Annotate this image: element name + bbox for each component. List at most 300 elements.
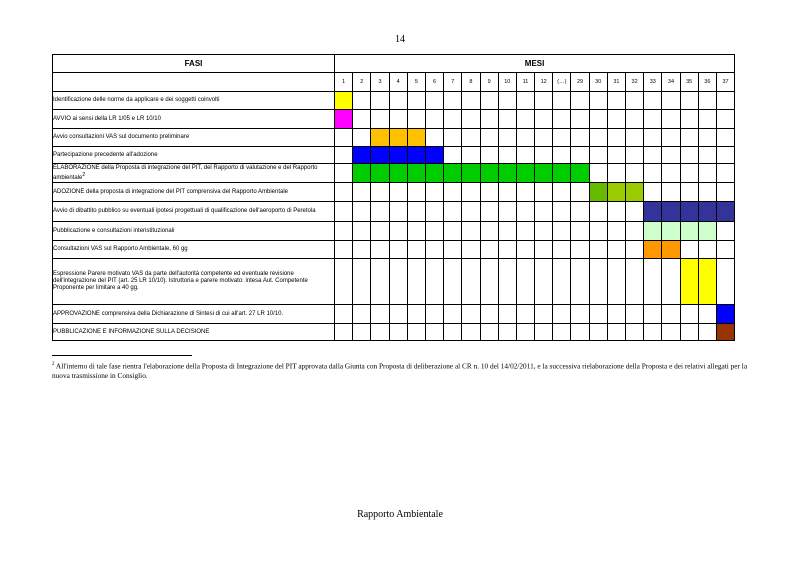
timeline-cell <box>462 129 480 147</box>
timeline-cell <box>662 183 680 202</box>
timeline-cell <box>553 129 571 147</box>
timeline-cell <box>444 110 462 129</box>
timeline-cell <box>626 202 644 222</box>
timeline-cell <box>571 259 589 305</box>
timeline-cell-filled <box>644 202 662 222</box>
timeline-cell <box>662 110 680 129</box>
timeline-cell <box>553 147 571 164</box>
month-number: 7 <box>444 73 462 92</box>
timeline-cell <box>553 305 571 324</box>
timeline-cell <box>425 259 443 305</box>
table-row <box>53 241 735 259</box>
timeline-cell-filled <box>425 147 443 164</box>
timeline-cell-filled <box>389 147 407 164</box>
timeline-cell <box>425 183 443 202</box>
timeline-cell <box>535 305 553 324</box>
timeline-cell <box>535 241 553 259</box>
timeline-cell <box>698 324 716 341</box>
timeline-cell <box>371 110 389 129</box>
timeline-cell <box>389 222 407 241</box>
phase-label: APPROVAZIONE comprensiva della Dichiarazione di Sintesi di cui all'art. 27 LR 10/10. <box>53 310 284 317</box>
timeline-cell <box>462 183 480 202</box>
timeline-cell <box>680 110 698 129</box>
timeline-cell <box>462 241 480 259</box>
phase-cell <box>53 305 335 324</box>
timeline-cell <box>353 202 371 222</box>
header-phases: FASI <box>53 55 335 73</box>
timeline-cell-filled <box>389 129 407 147</box>
timeline-cell <box>607 92 625 110</box>
timeline-cell <box>407 305 425 324</box>
timeline-cell <box>425 324 443 341</box>
timeline-cell <box>444 183 462 202</box>
timeline-cell <box>535 129 553 147</box>
timeline-cell <box>425 129 443 147</box>
timeline-cell <box>680 183 698 202</box>
timeline-cell <box>389 183 407 202</box>
timeline-cell <box>680 92 698 110</box>
timeline-cell-filled <box>371 147 389 164</box>
timeline-cell <box>626 324 644 341</box>
timeline-cell <box>644 324 662 341</box>
timeline-cell <box>571 183 589 202</box>
timeline-cell <box>407 324 425 341</box>
timeline-cell <box>607 202 625 222</box>
timeline-cell <box>425 202 443 222</box>
timeline-cell-filled <box>698 202 716 222</box>
table-row <box>53 92 735 110</box>
table-row <box>53 324 735 341</box>
timeline-cell <box>589 202 607 222</box>
timeline-cell <box>498 259 516 305</box>
timeline-cell <box>571 110 589 129</box>
month-number: 29 <box>571 73 589 92</box>
timeline-cell <box>498 92 516 110</box>
phase-label: PUBBLICAZIONE E INFORMAZIONE SULLA DECISIONE <box>53 328 210 335</box>
phase-label: ADOZIONE della proposta di integrazione del PIT comprensiva del Rapporto Ambientale <box>53 188 289 195</box>
timeline-cell <box>680 147 698 164</box>
timeline-cell <box>571 147 589 164</box>
timeline-cell <box>662 92 680 110</box>
timeline-cell <box>571 324 589 341</box>
timeline-cell <box>407 241 425 259</box>
month-number: 5 <box>407 73 425 92</box>
timeline-cell-filled <box>553 164 571 183</box>
timeline-cell <box>389 110 407 129</box>
timeline-cell <box>553 183 571 202</box>
timeline-cell-filled <box>662 241 680 259</box>
timeline-cell <box>462 110 480 129</box>
timeline-cell <box>462 147 480 164</box>
timeline-cell <box>680 324 698 341</box>
table-row <box>53 305 735 324</box>
timeline-cell-filled <box>535 164 553 183</box>
timeline-cell <box>571 305 589 324</box>
table-row <box>53 110 735 129</box>
month-number: 33 <box>644 73 662 92</box>
timeline-cell <box>716 222 734 241</box>
timeline-cell <box>335 183 353 202</box>
phase-label: Consultazioni VAS sul Rapporto Ambientale, 60 gg <box>53 246 188 252</box>
timeline-cell-filled <box>462 164 480 183</box>
page-number: 14 <box>395 34 405 45</box>
timeline-cell <box>680 305 698 324</box>
header-months: MESI <box>335 55 735 73</box>
timeline-cell <box>607 241 625 259</box>
timeline-cell <box>480 222 498 241</box>
timeline-cell <box>335 324 353 341</box>
timeline-cell-filled <box>716 324 734 341</box>
timeline-cell <box>716 164 734 183</box>
footnote-reference: 2 <box>82 171 86 178</box>
phase-label: AVVIO ai sensi della LR 1/05 e LR 10/10 <box>53 115 161 122</box>
timeline-cell-filled <box>480 164 498 183</box>
timeline-cell <box>626 129 644 147</box>
timeline-cell <box>644 259 662 305</box>
header-row <box>53 55 735 73</box>
timeline-cell <box>353 110 371 129</box>
timeline-cell <box>335 305 353 324</box>
timeline-cell-filled <box>389 164 407 183</box>
timeline-cell <box>516 241 534 259</box>
timeline-cell <box>353 324 371 341</box>
timeline-cell <box>353 305 371 324</box>
month-number: 11 <box>516 73 534 92</box>
table-row <box>53 147 735 164</box>
timeline-cell <box>444 222 462 241</box>
timeline-cell-filled <box>589 183 607 202</box>
timeline-cell <box>480 259 498 305</box>
footnote-text: All'interno di tale fase rientra l'elaborazione della Proposta di Integrazione del PIT approvata dalla Giunta con Proposta di deliberazione al CR n. 10 del 14/02/2011, e la successiva rielaborazione della Proposta e dei relativi allegati per la nuova trasmissione in Consiglio. <box>52 361 748 381</box>
timeline-cell <box>389 92 407 110</box>
timeline-cell <box>462 324 480 341</box>
footnote-marker: 2 <box>52 362 55 367</box>
timeline-cell <box>498 241 516 259</box>
timeline-cell <box>589 129 607 147</box>
month-number: 10 <box>498 73 516 92</box>
timeline-cell <box>407 110 425 129</box>
page-footer: Rapporto Ambientale <box>357 509 443 520</box>
timeline-cell <box>589 241 607 259</box>
timeline-cell <box>626 164 644 183</box>
timeline-cell <box>425 305 443 324</box>
timeline-cell <box>644 164 662 183</box>
timeline-cell <box>516 202 534 222</box>
timeline-cell <box>480 241 498 259</box>
month-number: 32 <box>626 73 644 92</box>
timeline-cell <box>589 147 607 164</box>
timeline-cell-filled <box>626 183 644 202</box>
timeline-cell <box>662 324 680 341</box>
timeline-cell-filled <box>662 222 680 241</box>
timeline-cell <box>535 259 553 305</box>
timeline-cell <box>589 259 607 305</box>
timeline-cell <box>371 324 389 341</box>
timeline-cell-filled <box>716 202 734 222</box>
timeline-cell <box>716 110 734 129</box>
timeline-cell <box>553 202 571 222</box>
timeline-cell <box>535 202 553 222</box>
timeline-cell <box>716 147 734 164</box>
month-number: 12 <box>535 73 553 92</box>
timeline-cell <box>571 129 589 147</box>
timeline-cell <box>480 305 498 324</box>
timeline-cell <box>698 305 716 324</box>
timeline-cell <box>516 259 534 305</box>
timeline-cell <box>553 110 571 129</box>
timeline-cell <box>480 202 498 222</box>
timeline-cell <box>353 129 371 147</box>
timeline-cell <box>498 147 516 164</box>
timeline-cell <box>480 129 498 147</box>
timeline-cell <box>425 110 443 129</box>
timeline-cell <box>698 129 716 147</box>
timeline-cell-filled <box>644 222 662 241</box>
timeline-cell <box>626 222 644 241</box>
phase-cell <box>53 129 335 147</box>
timeline-cell <box>407 92 425 110</box>
timeline-cell <box>425 241 443 259</box>
timeline-cell <box>462 259 480 305</box>
month-number: (…) <box>553 73 571 92</box>
phase-cell <box>53 92 335 110</box>
footnote-separator <box>52 355 192 356</box>
timeline-cell <box>607 305 625 324</box>
timeline-cell <box>698 147 716 164</box>
timeline-cell-filled <box>644 241 662 259</box>
timeline-cell <box>535 222 553 241</box>
timeline-cell <box>371 241 389 259</box>
timeline-cell <box>607 129 625 147</box>
timeline-cell <box>444 305 462 324</box>
timeline-cell <box>644 183 662 202</box>
timeline-cell <box>535 183 553 202</box>
timeline-cell-filled <box>335 110 353 129</box>
phase-cell <box>53 222 335 241</box>
timeline-cell <box>389 324 407 341</box>
timeline-cell <box>353 241 371 259</box>
timeline-cell <box>371 92 389 110</box>
month-number: 8 <box>462 73 480 92</box>
timeline-cell-filled <box>353 147 371 164</box>
timeline-cell <box>371 305 389 324</box>
timeline-cell <box>553 324 571 341</box>
timeline-cell <box>353 259 371 305</box>
timeline-cell <box>626 110 644 129</box>
timeline-cell <box>498 305 516 324</box>
timeline-cell-filled <box>425 164 443 183</box>
timeline-cell <box>698 92 716 110</box>
timeline-cell <box>553 222 571 241</box>
timeline-cell-filled <box>371 129 389 147</box>
month-row-spacer <box>53 73 335 92</box>
phase-cell <box>53 324 335 341</box>
timeline-cell <box>444 202 462 222</box>
month-number: 37 <box>716 73 734 92</box>
timeline-cell <box>516 92 534 110</box>
timeline-cell <box>571 92 589 110</box>
month-number: 1 <box>335 73 353 92</box>
timeline-cell <box>335 147 353 164</box>
timeline-cell <box>535 92 553 110</box>
timeline-cell <box>716 129 734 147</box>
timeline-cell-filled <box>498 164 516 183</box>
timeline-cell <box>626 147 644 164</box>
timeline-cell-filled <box>407 129 425 147</box>
timeline-cell <box>353 222 371 241</box>
timeline-cell <box>516 147 534 164</box>
timeline-cell <box>498 129 516 147</box>
timeline-cell <box>644 147 662 164</box>
timeline-cell <box>498 222 516 241</box>
timeline-cell <box>680 164 698 183</box>
timeline-cell <box>662 129 680 147</box>
timeline-cell <box>516 183 534 202</box>
timeline-cell <box>480 92 498 110</box>
timeline-cell <box>589 164 607 183</box>
timeline-cell-filled <box>444 164 462 183</box>
timeline-cell <box>553 92 571 110</box>
timeline-cell <box>698 110 716 129</box>
timeline-cell <box>589 305 607 324</box>
timeline-cell-filled <box>571 164 589 183</box>
timeline-cell <box>553 259 571 305</box>
phase-label: Espressione Parere motivato VAS da parte dell'autorità competente ed eventuale revisione dell'integrazione del PIT (art. 25 LR 10/10). Istruttoria e parere motivato: intesa Aut. Competente Proponente per limitare a 40 gg. <box>53 271 308 291</box>
timeline-cell <box>626 305 644 324</box>
phase-cell <box>53 259 335 305</box>
month-number: 3 <box>371 73 389 92</box>
timeline-cell <box>662 259 680 305</box>
gantt-table <box>52 54 735 341</box>
timeline-cell <box>444 324 462 341</box>
phase-cell <box>53 110 335 129</box>
timeline-cell <box>535 324 553 341</box>
timeline-cell <box>716 183 734 202</box>
timeline-cell <box>535 147 553 164</box>
timeline-cell <box>480 147 498 164</box>
month-number: 30 <box>589 73 607 92</box>
timeline-cell <box>516 222 534 241</box>
timeline-cell <box>335 202 353 222</box>
timeline-cell <box>480 324 498 341</box>
table-row <box>53 164 735 183</box>
timeline-cell <box>371 202 389 222</box>
phase-label: Identificazione delle norme da applicare e dei soggetti coinvolti <box>53 97 220 103</box>
timeline-cell <box>607 110 625 129</box>
timeline-cell <box>644 305 662 324</box>
timeline-cell <box>444 241 462 259</box>
timeline-cell <box>571 241 589 259</box>
timeline-cell <box>407 202 425 222</box>
timeline-cell <box>662 164 680 183</box>
timeline-cell <box>407 259 425 305</box>
timeline-cell-filled <box>407 164 425 183</box>
timeline-cell <box>626 92 644 110</box>
timeline-cell <box>444 147 462 164</box>
phase-cell <box>53 183 335 202</box>
timeline-cell <box>644 110 662 129</box>
timeline-cell <box>716 92 734 110</box>
phase-label: Avvio di dibattito pubblico su eventuali ipotesi progettuali di qualificazione dell'aeroporto di Peretola <box>53 208 316 214</box>
timeline-cell <box>335 241 353 259</box>
month-number: 36 <box>698 73 716 92</box>
timeline-cell <box>607 147 625 164</box>
timeline-cell <box>353 92 371 110</box>
timeline-cell <box>480 183 498 202</box>
timeline-cell <box>607 324 625 341</box>
timeline-cell <box>535 110 553 129</box>
timeline-cell-filled <box>516 164 534 183</box>
timeline-cell-filled <box>698 222 716 241</box>
timeline-cell <box>335 129 353 147</box>
timeline-cell <box>516 324 534 341</box>
timeline-cell <box>371 222 389 241</box>
timeline-cell <box>425 92 443 110</box>
phase-label: Pubblicazione e consultazioni interistituzionali <box>53 227 175 234</box>
timeline-cell <box>644 129 662 147</box>
phase-cell <box>53 241 335 259</box>
timeline-cell <box>335 222 353 241</box>
month-number: 2 <box>353 73 371 92</box>
timeline-cell <box>444 92 462 110</box>
timeline-cell <box>553 241 571 259</box>
timeline-cell <box>516 129 534 147</box>
timeline-cell <box>607 164 625 183</box>
timeline-cell <box>589 110 607 129</box>
footnote <box>52 360 752 381</box>
timeline-cell <box>516 110 534 129</box>
timeline-cell <box>335 164 353 183</box>
phase-cell <box>53 202 335 222</box>
timeline-cell-filled <box>407 147 425 164</box>
timeline-cell <box>516 305 534 324</box>
timeline-cell <box>644 92 662 110</box>
timeline-cell <box>571 222 589 241</box>
table-row <box>53 222 735 241</box>
timeline-cell <box>626 259 644 305</box>
timeline-cell <box>662 305 680 324</box>
phase-label: Partecipazione precedente all'adozione <box>53 151 158 158</box>
timeline-cell <box>353 183 371 202</box>
month-number: 31 <box>607 73 625 92</box>
timeline-cell <box>389 202 407 222</box>
timeline-cell <box>444 129 462 147</box>
timeline-cell <box>716 241 734 259</box>
timeline-cell <box>480 110 498 129</box>
timeline-cell <box>698 164 716 183</box>
table-row <box>53 129 735 147</box>
timeline-cell <box>680 129 698 147</box>
timeline-cell <box>571 202 589 222</box>
timeline-cell <box>662 147 680 164</box>
month-number: 6 <box>425 73 443 92</box>
timeline-cell-filled <box>607 183 625 202</box>
timeline-cell <box>607 222 625 241</box>
timeline-cell <box>389 241 407 259</box>
timeline-cell-filled <box>353 164 371 183</box>
timeline-cell-filled <box>680 222 698 241</box>
timeline-cell <box>462 92 480 110</box>
timeline-cell <box>589 324 607 341</box>
timeline-cell <box>335 259 353 305</box>
table-row <box>53 259 735 305</box>
timeline-cell <box>498 324 516 341</box>
timeline-cell <box>462 222 480 241</box>
timeline-cell-filled <box>716 305 734 324</box>
timeline-cell-filled <box>371 164 389 183</box>
month-number: 34 <box>662 73 680 92</box>
timeline-cell <box>680 241 698 259</box>
